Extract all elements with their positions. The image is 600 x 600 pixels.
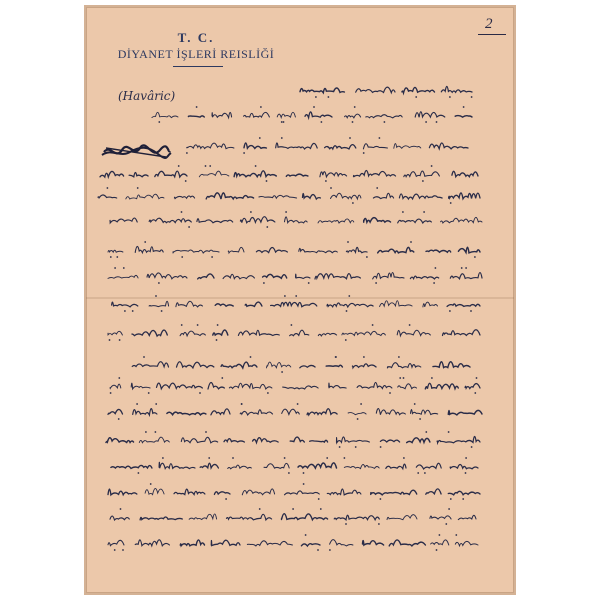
- handwritten-line: [132, 356, 470, 373]
- handwritten-line: [108, 403, 482, 420]
- handwritten-line: [110, 377, 480, 394]
- page-number: 2: [485, 16, 493, 32]
- handwritten-line: [300, 86, 473, 98]
- handwritten-line: [110, 508, 476, 525]
- handwritten-line: [110, 211, 482, 228]
- handwritten-line: [100, 165, 478, 182]
- handwritten-line: [108, 324, 480, 341]
- handwritten-line: [112, 295, 480, 312]
- handwritten-line: [111, 457, 478, 474]
- letterhead-department: DİYANET İŞLERİ REISLİĞİ: [117, 47, 275, 61]
- handwritten-line: [152, 106, 472, 123]
- handwritten-line: [98, 187, 480, 204]
- handwritten-line: [108, 534, 478, 551]
- handwritten-line: [108, 483, 480, 500]
- handwritten-line: [106, 431, 480, 448]
- handwritten-line: [108, 267, 482, 284]
- margin-note: (Havâric): [118, 89, 176, 103]
- handwritten-line: [186, 137, 468, 154]
- letterhead-title: T. C.: [177, 30, 215, 45]
- handwritten-line: [108, 241, 480, 258]
